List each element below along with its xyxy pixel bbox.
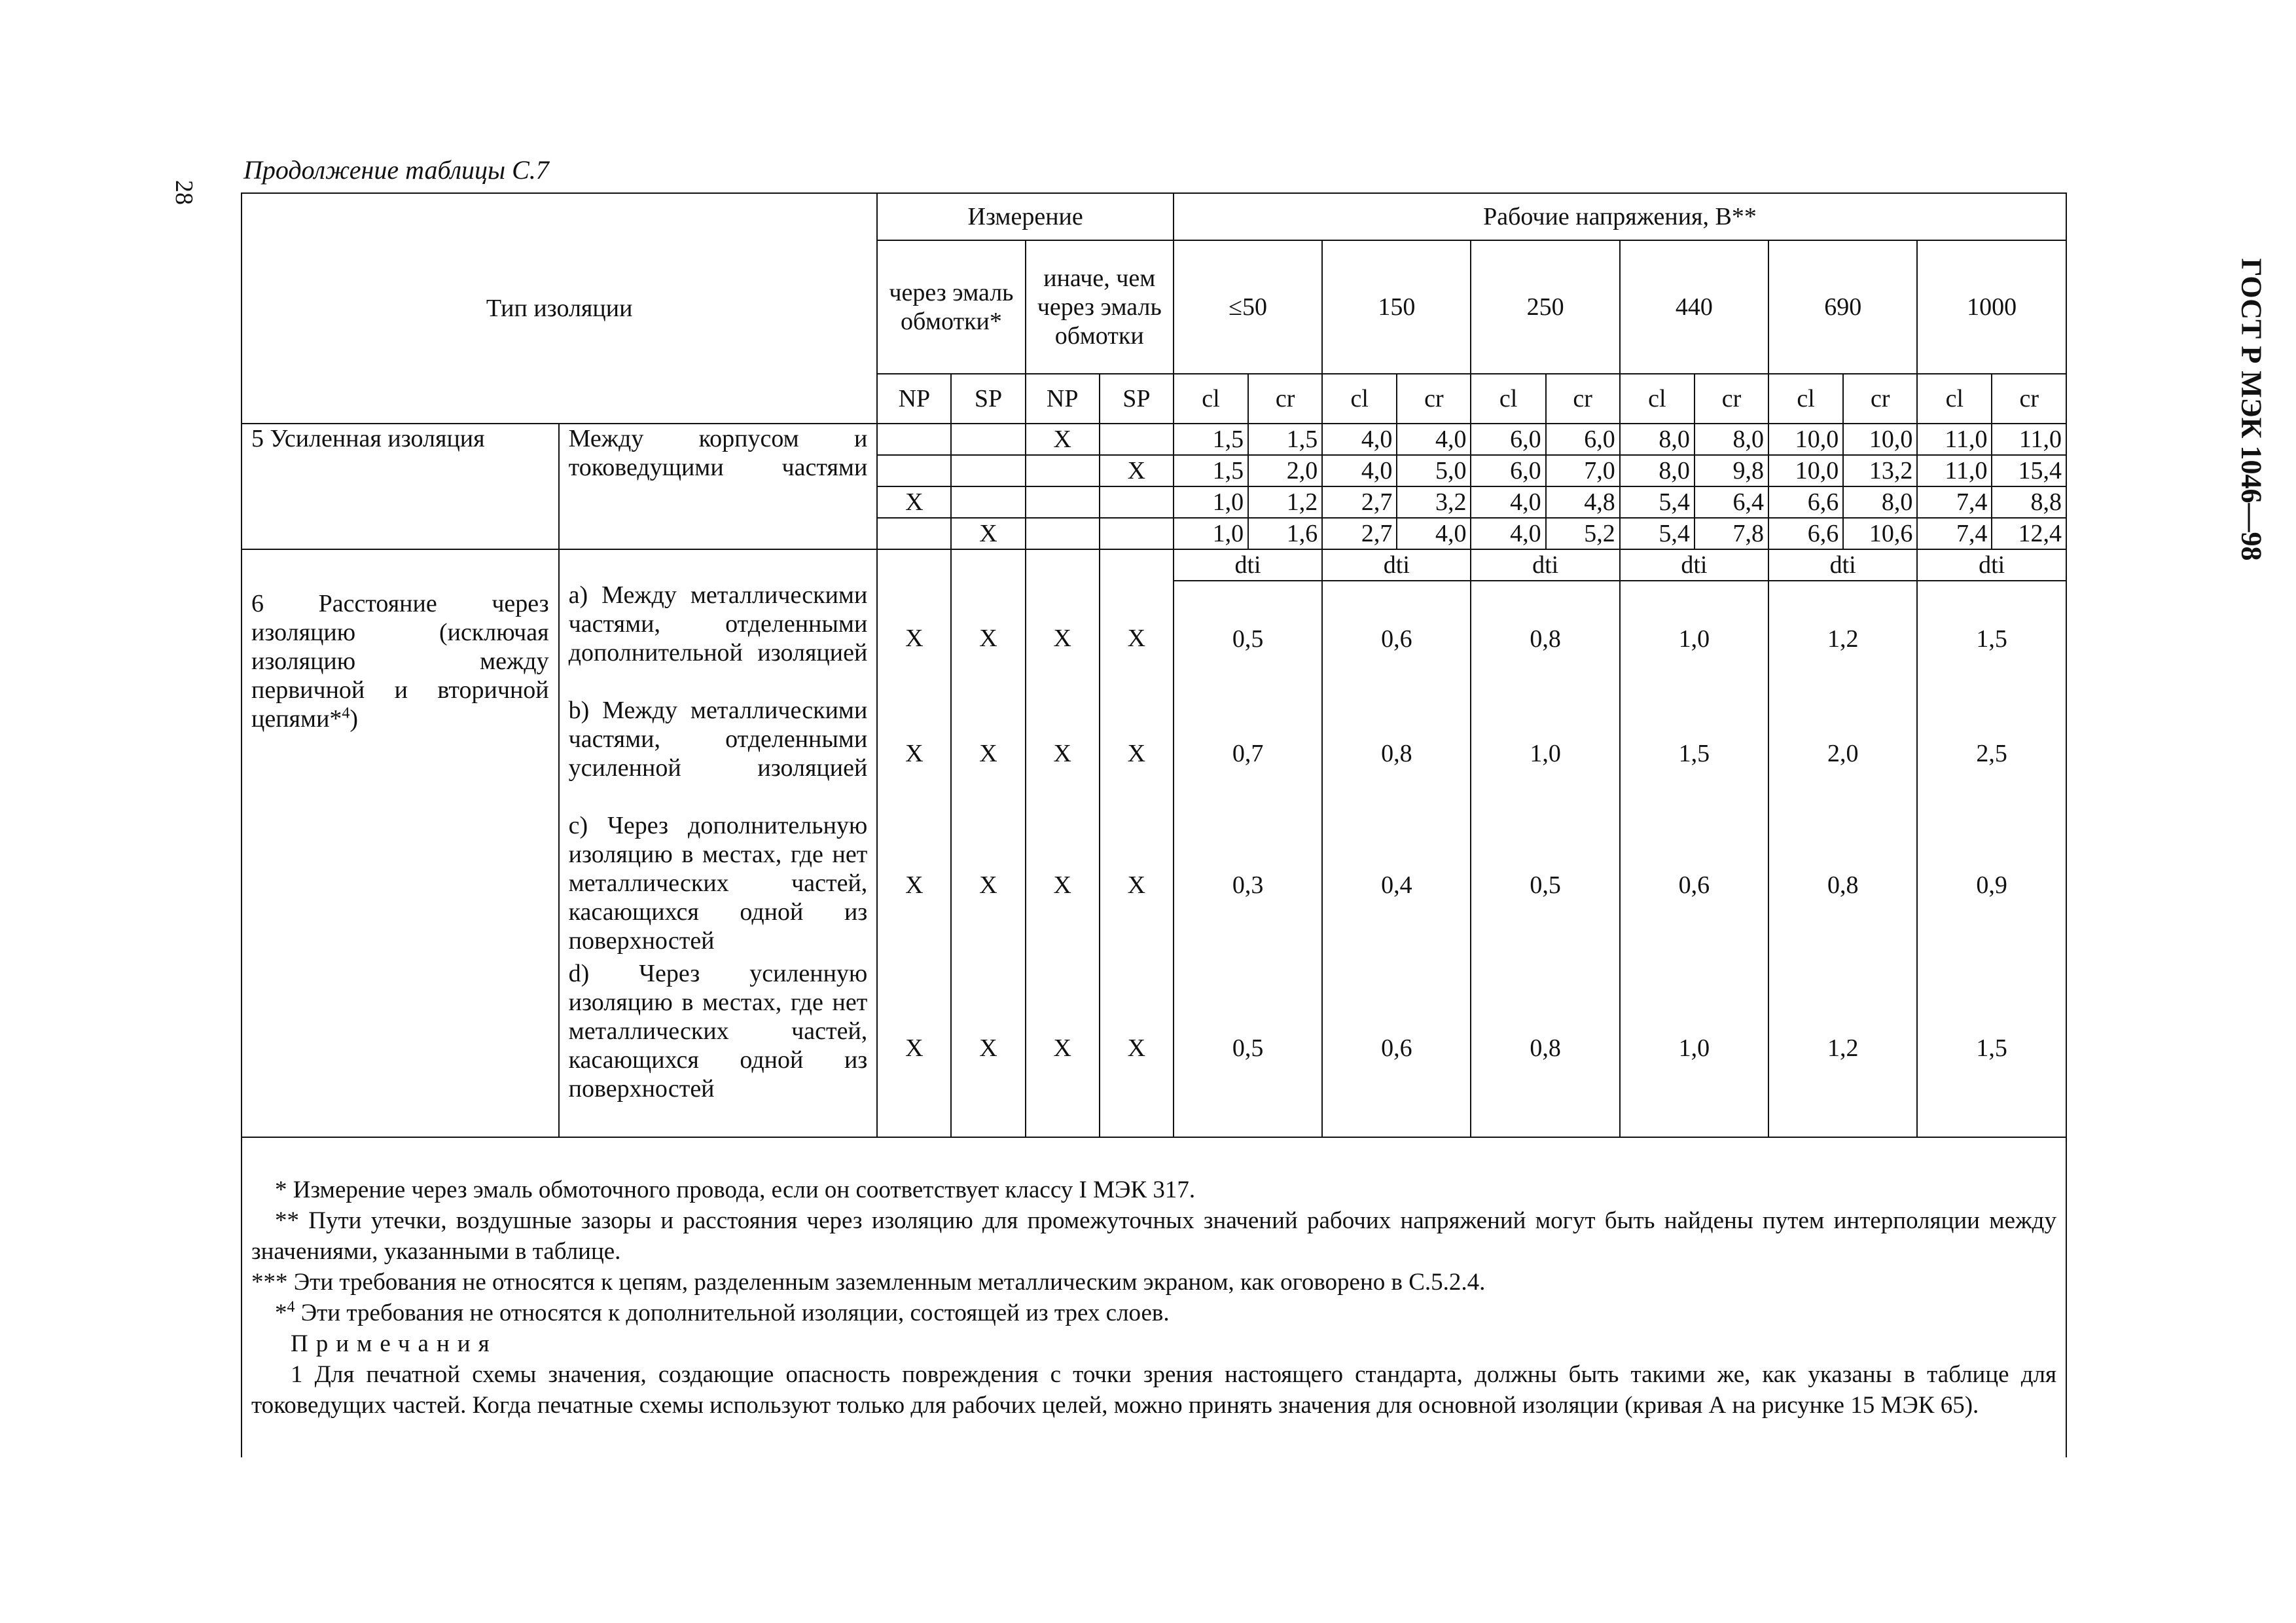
header-cr: cr: [1546, 374, 1620, 424]
cell: 8,0: [1695, 424, 1768, 455]
note-2: ** Пути утечки, воздушные зазоры и расстояния через изоляцию для промежуточных значений рабочих напряжений могут быть найдены путем интерполяции между значениями, указанными в таблице.: [251, 1207, 2056, 1265]
cell: X: [951, 959, 1025, 1137]
note-4: [251, 1298, 2056, 1328]
cell: 4,0: [1397, 424, 1471, 455]
cell: X: [1100, 455, 1174, 486]
table-caption: Продолжение таблицы С.7: [243, 155, 549, 185]
cell: 4,0: [1322, 455, 1397, 486]
row6-d-description: d) Через усиленную изоляцию в местах, где нет металлических частей, касающихся одной из поверхностей: [559, 959, 878, 1137]
page-number: 28: [170, 180, 198, 205]
cell: X: [1026, 581, 1100, 696]
header-cr: cr: [1843, 374, 1917, 424]
cell: 0,5: [1174, 581, 1322, 696]
cell: [877, 549, 951, 581]
cell: 9,8: [1695, 455, 1768, 486]
cell: 6,4: [1695, 486, 1768, 518]
cell: X: [1026, 811, 1100, 959]
header-dti: dti: [1471, 549, 1619, 581]
header-cl: cl: [1471, 374, 1545, 424]
cell: 7,4: [1917, 518, 1992, 549]
cell: 6,0: [1471, 424, 1545, 455]
cell: 1,5: [1620, 696, 1768, 811]
row6-spacer: [559, 549, 878, 581]
cell: [1026, 455, 1100, 486]
cell: 8,0: [1620, 424, 1695, 455]
cell: 1,5: [1917, 581, 2066, 696]
cell: X: [877, 486, 951, 518]
header-through-enamel: через эмаль обмотки*: [877, 240, 1025, 374]
cell: 0,7: [1174, 696, 1322, 811]
cell: 2,5: [1917, 696, 2066, 811]
cell: 0,8: [1471, 581, 1619, 696]
header-dti: dti: [1768, 549, 1917, 581]
cell: 0,5: [1471, 811, 1619, 959]
cell: 10,0: [1843, 424, 1917, 455]
header-cl: cl: [1174, 374, 1248, 424]
cell: 11,0: [1917, 424, 1992, 455]
cell: 5,4: [1620, 486, 1695, 518]
note-4-text: Эти требования не относятся к дополнительной изоляции, состоящей из трех слоев.: [295, 1300, 1170, 1326]
row6-title-end: ): [350, 705, 359, 733]
header-np: NP: [877, 374, 951, 424]
cell: [877, 455, 951, 486]
document-title: ГОСТ Р МЭК 1046—98: [2235, 258, 2268, 561]
note-1: * Измерение через эмаль обмоточного провода, если он соответствует классу I МЭК 317.: [275, 1176, 1196, 1203]
cell: 0,6: [1322, 581, 1471, 696]
table-row: [242, 424, 2066, 455]
cell: 7,8: [1695, 518, 1768, 549]
note-4-sup: 4: [287, 1298, 295, 1316]
cell: 1,0: [1620, 581, 1768, 696]
cell: 1,0: [1620, 959, 1768, 1137]
cell: 2,0: [1768, 696, 1917, 811]
cell: [877, 518, 951, 549]
header-voltage: Рабочие напряжения, В**: [1174, 193, 2066, 240]
cell: X: [951, 811, 1025, 959]
cell: 0,5: [1174, 959, 1322, 1137]
cell: 1,5: [1174, 455, 1248, 486]
cell: 15,4: [1992, 455, 2066, 486]
header-np: NP: [1026, 374, 1100, 424]
cell: 0,6: [1322, 959, 1471, 1137]
cell: 1,6: [1248, 518, 1322, 549]
header-voltage-150: 150: [1322, 240, 1471, 374]
cell: X: [951, 696, 1025, 811]
cell: 1,2: [1248, 486, 1322, 518]
cell: [951, 486, 1025, 518]
cell: 0,8: [1322, 696, 1471, 811]
header-cr: cr: [1695, 374, 1768, 424]
cell: [1026, 518, 1100, 549]
header-measure: Измерение: [877, 193, 1174, 240]
row5-title: 5 Усиленная изоляция: [242, 424, 559, 549]
cell: 8,0: [1843, 486, 1917, 518]
header-cr: cr: [1397, 374, 1471, 424]
header-dti: dti: [1917, 549, 2066, 581]
cell: X: [951, 581, 1025, 696]
header-dti: dti: [1174, 549, 1322, 581]
header-dti: dti: [1322, 549, 1471, 581]
cell: 6,6: [1768, 486, 1843, 518]
header-other-than-enamel: иначе, чем через эмаль обмотки: [1026, 240, 1174, 374]
cell: 2,7: [1322, 486, 1397, 518]
cell: 4,0: [1471, 518, 1545, 549]
cell: 5,2: [1546, 518, 1620, 549]
cell: 0,8: [1471, 959, 1619, 1137]
header-insulation-type: Тип изоляции: [242, 193, 877, 424]
header-sp: SP: [951, 374, 1025, 424]
cell: X: [1026, 424, 1100, 455]
header-cl: cl: [1917, 374, 1992, 424]
cell: 4,0: [1397, 518, 1471, 549]
header-cr: cr: [1248, 374, 1322, 424]
cell: X: [877, 581, 951, 696]
note-4-prefix: *: [275, 1300, 287, 1326]
cell: X: [877, 811, 951, 959]
cell: [1026, 486, 1100, 518]
cell: 6,0: [1471, 455, 1545, 486]
table-row: [242, 549, 2066, 581]
header-voltage-690: 690: [1768, 240, 1917, 374]
cell: X: [1100, 696, 1174, 811]
cell: [951, 549, 1025, 581]
header-dti: dti: [1620, 549, 1768, 581]
cell: 0,3: [1174, 811, 1322, 959]
cell: X: [877, 696, 951, 811]
cell: X: [951, 518, 1025, 549]
cell: 0,9: [1917, 811, 2066, 959]
cell: 10,6: [1843, 518, 1917, 549]
cell: 8,8: [1992, 486, 2066, 518]
row6-b-description: b) Между металлическими частями, отделенными усиленной изоляцией: [559, 696, 878, 811]
row6-c-description: c) Через дополнительную изоляцию в местах, где нет металлических частей, касающихся одной из поверхностей: [559, 811, 878, 959]
header-cr: cr: [1992, 374, 2066, 424]
cell: 4,0: [1471, 486, 1545, 518]
cell: [1026, 549, 1100, 581]
cell: 12,4: [1992, 518, 2066, 549]
row6-title: [242, 549, 559, 1137]
cell: 11,0: [1992, 424, 2066, 455]
cell: [1100, 549, 1174, 581]
header-voltage-440: 440: [1620, 240, 1768, 374]
cell: X: [1100, 959, 1174, 1137]
cell: 2,7: [1322, 518, 1397, 549]
cell: 1,2: [1768, 959, 1917, 1137]
cell: 8,0: [1620, 455, 1695, 486]
cell: 1,5: [1917, 959, 2066, 1137]
cell: 1,0: [1471, 696, 1619, 811]
cell: 1,0: [1174, 518, 1248, 549]
header-voltage-250: 250: [1471, 240, 1619, 374]
row6-title-sup: 4: [342, 704, 350, 722]
header-cl: cl: [1620, 374, 1695, 424]
cell: X: [1026, 959, 1100, 1137]
row6-a-description: a) Между металлическими частями, отделенными дополнительной изоляцией: [559, 581, 878, 696]
cell: 5,0: [1397, 455, 1471, 486]
note-3: *** Эти требования не относятся к цепям, разделенным заземленным металлическим экраном, как оговорено в С.5.2.4.: [251, 1269, 1486, 1296]
cell: X: [877, 959, 951, 1137]
cell: 1,5: [1174, 424, 1248, 455]
cell: 0,8: [1768, 811, 1917, 959]
cell: 4,0: [1322, 424, 1397, 455]
cell: 1,2: [1768, 581, 1917, 696]
table-notes: [251, 1175, 2056, 1421]
header-voltage-1000: 1000: [1917, 240, 2066, 374]
cell: 1,5: [1248, 424, 1322, 455]
cell: 6,0: [1546, 424, 1620, 455]
header-sp: SP: [1100, 374, 1174, 424]
header-cl: cl: [1322, 374, 1397, 424]
remark-1: 1 Для печатной схемы значения, создающие опасность повреждения с точки зрения настоящего стандарта, должны быть такими же, как указаны в таблице для токоведущих частей. Когда печатные схемы используют только для рабочих целей, можно принять значения для основной изоляции (кривая А на рисунке 15 МЭК 65).: [251, 1361, 2056, 1419]
row6-title-text: 6 Расстояние через изоляцию (исключая изоляцию между первичной и вторичной цепями*: [251, 590, 549, 733]
cell: 1,0: [1174, 486, 1248, 518]
cell: X: [1026, 696, 1100, 811]
cell: 7,4: [1917, 486, 1992, 518]
cell: 11,0: [1917, 455, 1992, 486]
cell: [1100, 486, 1174, 518]
cell: 2,0: [1248, 455, 1322, 486]
cell: X: [1100, 811, 1174, 959]
cell: 10,0: [1768, 424, 1843, 455]
cell: [1100, 424, 1174, 455]
cell: 10,0: [1768, 455, 1843, 486]
cell: 6,6: [1768, 518, 1843, 549]
cell: [951, 424, 1025, 455]
cell: 4,8: [1546, 486, 1620, 518]
cell: [951, 455, 1025, 486]
cell: 5,4: [1620, 518, 1695, 549]
cell: 0,4: [1322, 811, 1471, 959]
cell: X: [1100, 581, 1174, 696]
header-cl: cl: [1768, 374, 1843, 424]
cell: [1100, 518, 1174, 549]
cell: [877, 424, 951, 455]
row5-description: Между корпусом и токоведущими частями: [559, 424, 878, 549]
cell: 13,2: [1843, 455, 1917, 486]
cell: 7,0: [1546, 455, 1620, 486]
data-table: [241, 192, 2067, 1138]
header-voltage-50: ≤50: [1174, 240, 1322, 374]
cell: 3,2: [1397, 486, 1471, 518]
remarks-title: Примечания: [291, 1330, 497, 1357]
cell: 0,6: [1620, 811, 1768, 959]
